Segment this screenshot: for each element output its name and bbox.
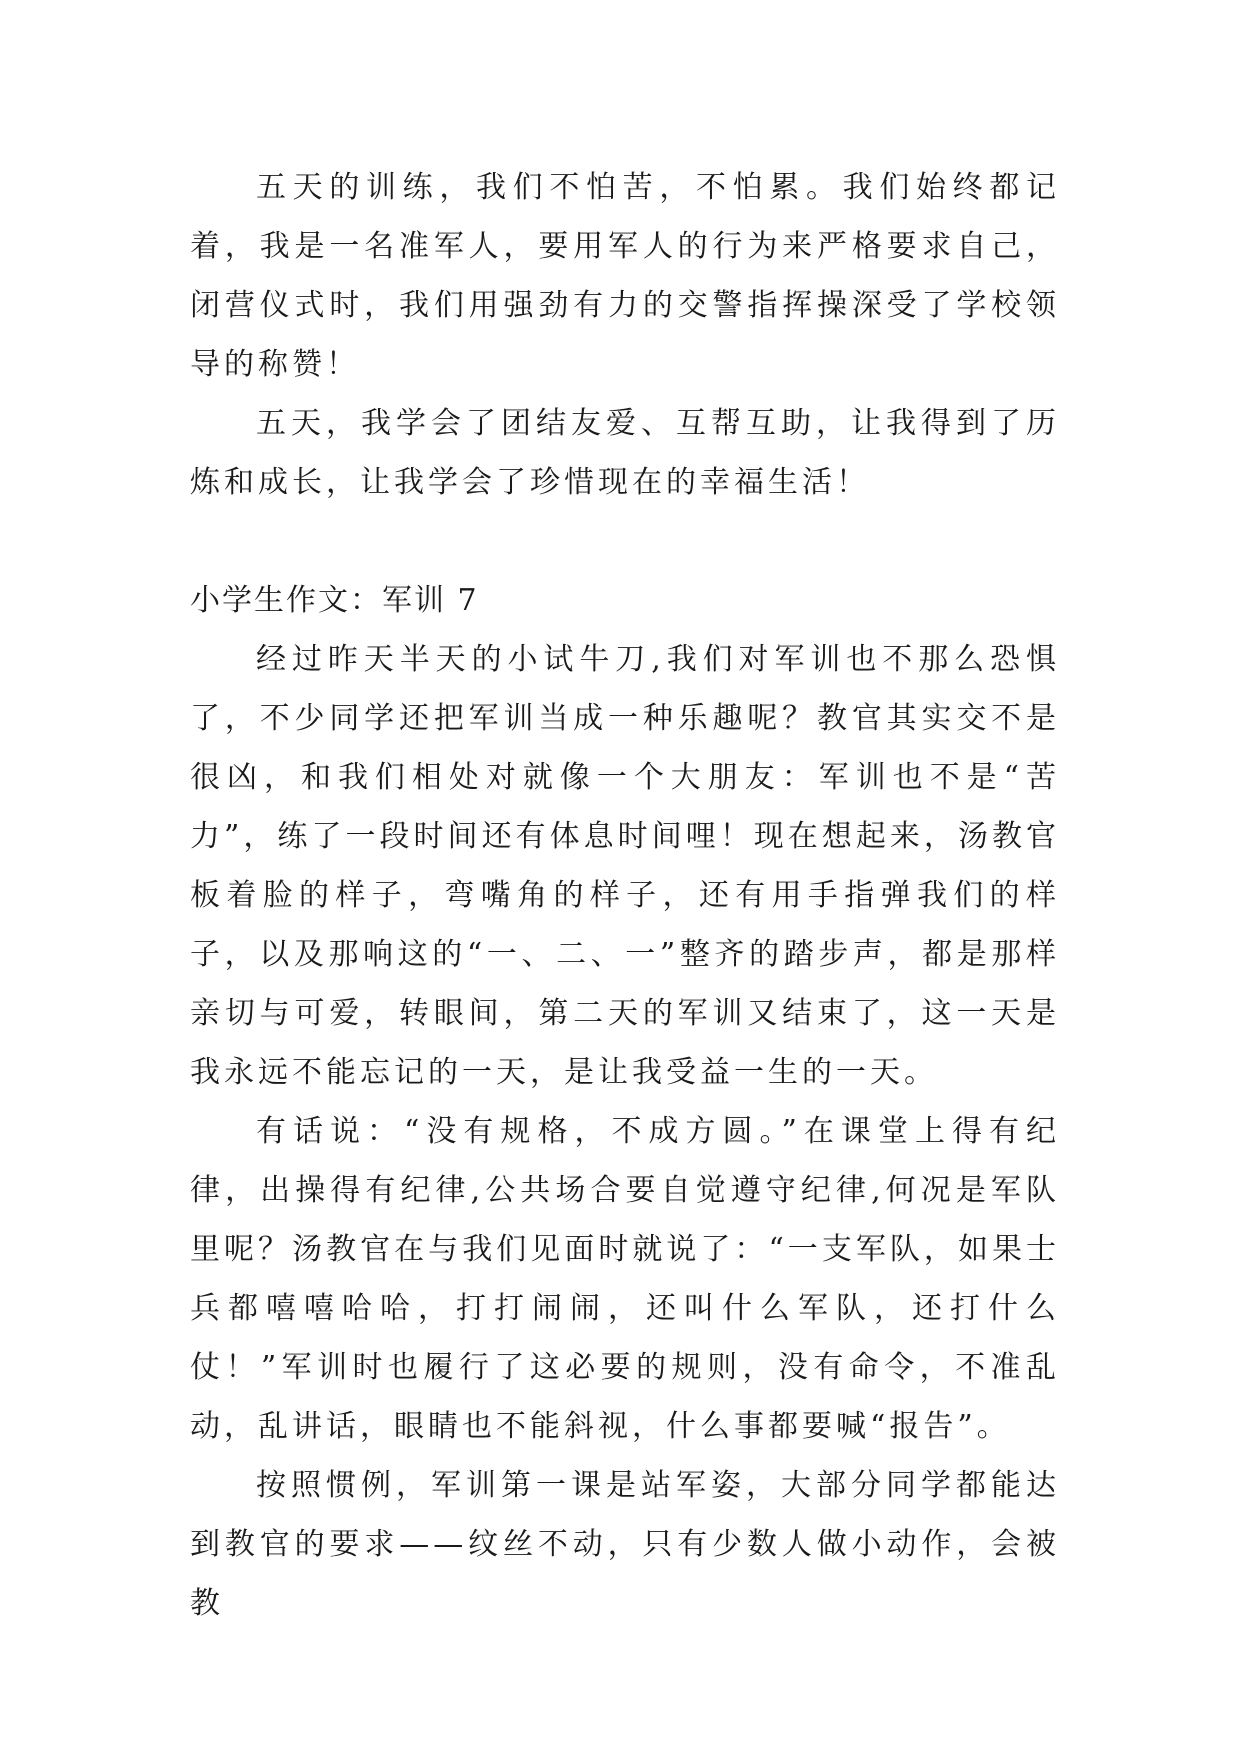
paragraph: 有话说：“没有规格，不成方圆。”在课堂上得有纪律，出操得有纪律,公共场合要自觉遵守纪律,何况是军队里呢？汤教官在与我们见面时就说了：“一支军队，如果士兵都嘻嘻哈哈，打打闹闹，还叫什么军队，还打什么仗！”军训时也履行了这必要的规则，没有命令，不准乱动，乱讲话，眼睛也不能斜视，什么事都要喊“报告”。	[190, 1114, 1060, 1444]
document-body	[190, 158, 1060, 1633]
paragraph: 经过昨天半天的小试牛刀,我们对军训也不那么恐惧了，不少同学还把军训当成一种乐趣呢？教官其实交不是很凶，和我们相处对就像一个大朋友：军训也不是“苦力”，练了一段时间还有体息时间哩！现在想起来，汤教官板着脸的样子，弯嘴角的样子，还有用手指弹我们的样子，以及那响这的“一、二、一”整齐的踏步声，都是那样亲切与可爱，转眼间，第二天的军训又结束了，这一天是我永远不能忘记的一天，是让我受益一生的一天。	[190, 642, 1060, 1090]
paragraph: 五天，我学会了团结友爱、互帮互助，让我得到了历炼和成长，让我学会了珍惜现在的幸福生活！	[190, 406, 1060, 500]
essay-title: 小学生作文：军训 7	[190, 583, 479, 618]
paragraph: 按照惯例，军训第一课是站军姿，大部分同学都能达到教官的要求——纹丝不动，只有少数人做小动作，会被教	[190, 1468, 1060, 1621]
section-spacer	[190, 512, 1060, 571]
paragraph: 五天的训练，我们不怕苦，不怕累。我们始终都记着，我是一名准军人，要用军人的行为来严格要求自己，闭营仪式时，我们用强劲有力的交警指挥操深受了学校领导的称赞！	[190, 170, 1060, 382]
